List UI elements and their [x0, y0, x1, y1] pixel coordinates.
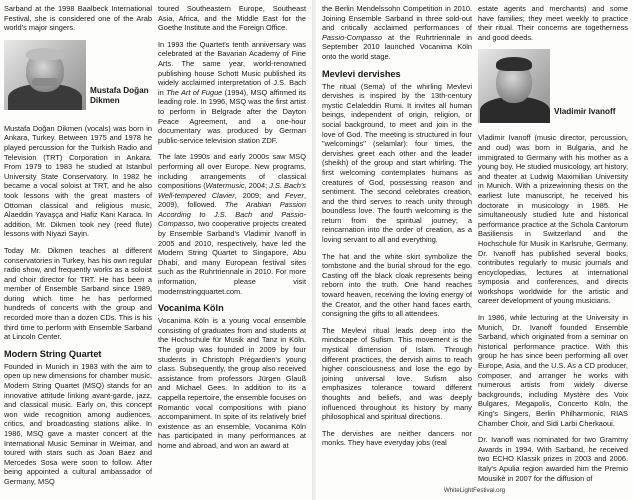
- msq-anniversary-text: In 1993 the Quartet's tenth anniversary was celebrated at the Bavarian Academy of Fine Arts. The same year, world-renowned publishing house Schott Music published its widely acclaimed interpretation of J.S. Bach in The Art of Fugue (1994), MSQ affirmed its leading role. In 1996, MSQ was the first artist to perform in Belgrade after the Dayton Peace Agreement, and a one-hour documentary was produced by German public-service television station ZDF.: [158, 39, 307, 145]
- right-column-1: [322, 4, 472, 455]
- right-column-2: [478, 4, 628, 490]
- dikmen-name-caption: Mustafa Doğan Dikmen: [90, 85, 149, 105]
- mevlevi-dervishes-text: The dervishes are neither dancers nor monks. They have everyday jobs (real: [322, 428, 472, 448]
- msq-heading: Modern String Quartet: [4, 348, 102, 359]
- left-column-2: [158, 4, 306, 458]
- vocanima-continued-text: the Berlin Mendelssohn Competition in 2010. Joining Ensemble Sarband in three sold-out and critically acclaimed performances of Passio-Compasso at the Ruhrtriennale in September 2010 launched Vocanima Köln onto the world stage.: [322, 4, 472, 61]
- dervish-families-text: estate agents and merchants) and some have families; they meet weekly to practice their ritual. Their concerns are togetherness and good deeds.: [478, 4, 628, 42]
- ivanoff-photo-block: [478, 49, 628, 127]
- mevlevi-ritual-text: The ritual (Sema) of the whirling Mevlevi dervishes is inspired by the 13th-century mystic Celaleddin Rumi. It invites all human beings, independent of origin, religion, or social background, to meet and join in the love of God. The meeting is structured in four "welcomings" (selamlar): four times, the dervishes greet each other and the leader (sheikh) of the group and start whirling. The first welcoming contemplates humans as creatures of God, possessing reason and sentiment. The second celebrates creation, and the third serves to reach unity through boundless love. The fourth welcoming is the return from the spiritual journey; a reincarnation into the order of creation, as a loving servant to all and everything.: [322, 81, 472, 245]
- dikmen-bio-1: Mustafa Doğan Dikmen (vocals) was born in Ankara, Turkey. Between 1975 and 1978 he played percussion for the Turkish Radio and Television (TRT) Corporation in Ankara. From 1979 to 1983 he studied at Istanbul University State Conservatory. In 1982 he became a vocal soloist at TRT, and he also took lessons with the great masters of Ottoman classical and religious music, Alaeddin Yavaşça and Hafiz Kani Karaca. In addition, Mr. Dikmen took ney (reed flute) lessons with Niyazi Sayin.: [4, 123, 152, 239]
- dikmen-portrait-photo: [4, 40, 86, 110]
- msq-tour-text: toured Southeastern Europe, Southeast Asia, Africa, and the Middle East for the Goethe Institute and the Foreign Office.: [158, 4, 306, 33]
- msq-programs-text: The late 1990s and early 2000s saw MSQ performing all over Europe. New programs, including arrangements of classical compositions (Watermusic, 2004; J.S. Bach's Well-tempered Clavier, 2009; and Fever, 2009), followed. The Arabian Passion According to J.S. Bach and Passio-Compasso, two cooperative projects created by Ensemble Sarband's Vladimir Ivanoff in 2005 and 2010, respectively, have led the Modern String Quartet to Singapore, Abu Dhabi, and many European festival sites such as the Ruhrtriennale in 2010. For more information, please visit modernstringquartet.com.: [158, 152, 306, 296]
- mevlevi-symbols-text: The hat and the white skirt symbolize the tombstone and the burial shroud for the ego. Casting off the black cloak represents being reborn into the truth. One hand reaches toward heaven, receiving the loving energy of the Creator, and the other hand faces earth, consigning the gifts to all attendees.: [322, 251, 472, 319]
- ivanoff-bio-2: In 1986, while lecturing at the University in Munich, Dr. Ivanoff founded Ensemble Sarband, which originated from a seminar on historical performance practice. With this group he has since been performing all over Europe, Asia, and the U.S. As a CD producer, composer, and arranger he works with numerous artists from widely diverse backgrounds, including Mystère des Voix Bulgares, Megapolis, Concerto Köln, the King's Singers, Berlin Philharmonic, RIAS Chamber Choir, and Sidi Larbi Cherkaoui.: [478, 313, 628, 428]
- dikmen-photo-block: [4, 40, 152, 118]
- vocanima-heading: Vocanima Köln: [158, 303, 224, 314]
- vocanima-text: Vocanima Köln is a young vocal ensemble consisting of graduates from and students at the Hochschule für Musik and Tanz in Köln. The group was founded in 2009 by four students in Christoph Prégardien's young class. Subsequently, the group also received assistance from professors Jürgen Glauß and Michael Gees. In addition to its a cappella repertoire, the ensemble focuses on Romantic vocal compositions with piano accompaniment. In spite of its relatively brief existence as an ensemble, Vocanima Köln has participated in many performances at home and abroad, and won an award at: [158, 316, 306, 450]
- intro-text: Sarband at the 1998 Baalbeck International Festival, she is considered one of the Arab world's major singers.: [4, 4, 152, 33]
- left-column-1: [4, 4, 152, 494]
- mevlevi-sufism-text: The Mevlevi ritual leads deep into the mindscape of Sufism. This movement is the mystical dimension of Islam. Through different practices, the dervish aims to reach higher consciousness and lose the ego by joining universal love. Sufism also emphasizes tolerance toward different thoughts and beliefs, and was deeply influenced throughout its history by many philosophical and spiritual directions.: [322, 325, 472, 422]
- right-page: [316, 0, 633, 500]
- ivanoff-portrait-photo: [478, 49, 550, 123]
- ivanoff-bio-1: Vladimir Ivanoff (music director, percussion, and oud) was born in Bulgaria, and he immigrated to Germany with his mother as a young boy. He studied musicology, art history, and theater at Ludwig Maximilian University in Munich. With a prizewinning thesis on the earliest lute manuscript, he received his doctorate in musicology in 1985. He simultaneously studied lute and historical performance practice at the Schola Cantorum Basiliensis in Switzerland and the Hochschule für Musik in Karlsruhe, Germany. Dr. Ivanoff has published several books, contributes regularly to music journals and encyclopedias, lectures at international symposia and conferences, and directs workshops worldwide for the artistic and career development of young musicians.: [478, 133, 628, 306]
- ivanoff-name-caption: Vladimir Ivanoff: [554, 107, 616, 117]
- mevlevi-heading: Mevlevi dervishes: [322, 68, 401, 79]
- left-page: [0, 0, 312, 500]
- ivanoff-bio-3: Dr. Ivanoff was nominated for two Grammy Awards in 1994. With Sarband, he received two ECHO Klassik prizes in 2003 and 2006. Italy's Apulia region awarded him the Premio Mousikè in 2007 for the diffusion of: [478, 435, 628, 483]
- dikmen-bio-2: Today Mr. Dikmen teaches at different conservatories in Turkey, has his own regular radio show, and frequently works as a soloist and choir director for TRT. He has been a member of Ensemble Sarband since 1989, during which time he has performed hundreds of concerts with the group and recorded more than a dozen CDs. This is his third time to perform with Ensemble Sarband at Lincoln Center.: [4, 245, 152, 342]
- festival-url-footer[interactable]: WhiteLightFestival.org: [443, 487, 506, 494]
- msq-text: Founded in Munich in 1983 with the aim to open up new dimensions for chamber music, Modern String Quartet (MSQ) stands for an innovative attitude linking avant-garde, jazz, and classical music. Early on, this concept won wide recognition among audiences, critics, and broadcasting stations alike. In 1986, MSQ gave a master concert at the International Music Seminar in Weimar, and toured with stars such as Joan Baez and Mercedes Sosa were soon to follow. After being appointed a cultural ambassador of Germany, MSQ: [4, 361, 152, 486]
